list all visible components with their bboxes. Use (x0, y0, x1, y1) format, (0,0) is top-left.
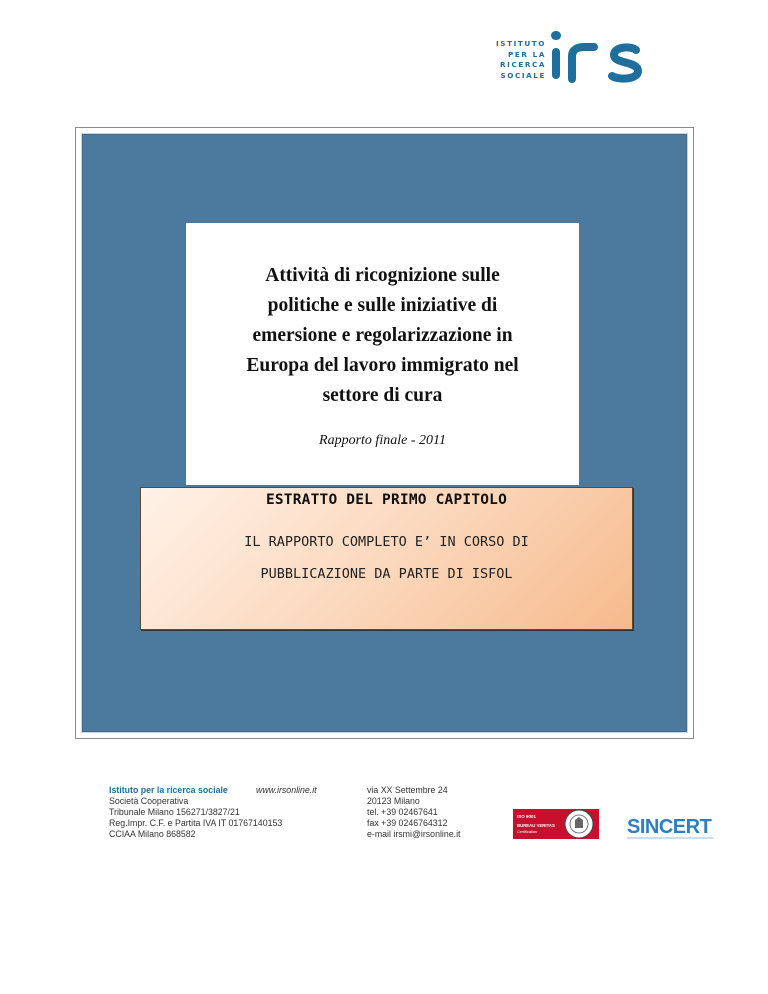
org-line: Tribunale Milano 156271/3827/21 (109, 807, 240, 817)
logo-text (496, 39, 546, 81)
title-line: settore di cura (322, 385, 443, 406)
org-line: CCIAA Milano 868582 (109, 829, 196, 839)
title-line: Europa del lavoro immigrato nel (246, 355, 519, 376)
org-line: Società Cooperativa (109, 796, 189, 806)
title-line: emersione e regolarizzazione in (252, 325, 513, 346)
extract-notice (140, 487, 633, 630)
title-line: Attività di ricognizione sulle (265, 265, 500, 286)
cert-iso-text: ISO 9001 (517, 814, 537, 819)
footer-address (367, 785, 461, 840)
notice-line: PUBBLICAZIONE DA PARTE DI ISFOL (260, 566, 513, 582)
notice-line: IL RAPPORTO COMPLETO E’ IN CORSO DI (244, 534, 529, 550)
sincert-text: SINCERT (627, 816, 712, 838)
address-line: via XX Settembre 24 (367, 785, 448, 795)
notice-heading: ESTRATTO DEL PRIMO CAPITOLO (265, 492, 508, 508)
title-line: politiche e sulle iniziative di (267, 295, 498, 316)
irs-mark-icon (548, 28, 656, 84)
logo-line: PER LA (508, 49, 546, 59)
address-line: tel. +39 02467641 (367, 807, 438, 817)
title-panel (186, 223, 579, 485)
email-link[interactable]: e-mail irsmi@irsonline.it (367, 829, 461, 839)
report-title (186, 261, 579, 411)
irs-logo (496, 26, 656, 86)
address-line: fax +39 0246764312 (367, 818, 448, 828)
website-link[interactable]: www.irsonline.it (256, 785, 317, 795)
logo-line: ISTITUTO (496, 39, 546, 48)
footer (109, 785, 729, 845)
org-name: Istituto per la ricerca sociale (109, 785, 228, 795)
cert-sub-text: Certification (517, 830, 538, 834)
report-subtitle: Rapporto finale - 2011 (319, 433, 446, 448)
address-line: 20123 Milano (367, 796, 420, 806)
logo-line: SOCIALE (500, 70, 546, 80)
sincert-logo-icon (625, 811, 715, 841)
cert-bv-text: BUREAU VERITAS (517, 823, 555, 828)
org-line: Reg.Impr. C.F. e Partita IVA IT 01767140153 (109, 818, 283, 828)
iso-certification-icon (513, 807, 599, 841)
logo-line: RICERCA (500, 60, 546, 69)
